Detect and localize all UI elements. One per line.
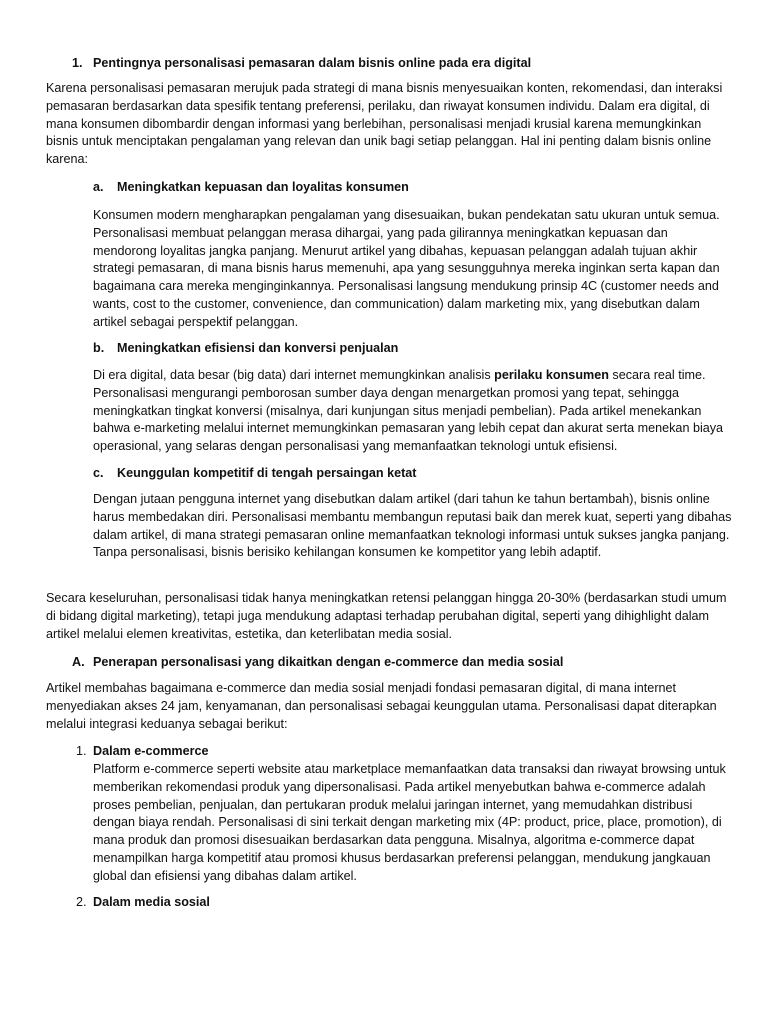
item-title: Dalam media sosial <box>93 895 210 909</box>
item-body: Platform e-commerce seperti website atau marketplace memanfaatkan data transaksi dan riwayat browsing untuk memberikan rekomendasi produk yang dipersonalisasi. Pada artikel menyebutkan bahwa e-commerce adalah proses pembelian, penjualan, dan pertukaran produk melalui jaringan internet, yang memudahkan distribusi dengan biaya rendah. Personalisasi di sini terkait dengan marketing mix (4P: product, price, place, promotion), di mana produk dan promosi disesuaikan berdasarkan data pengguna. Misalnya, algoritma e-commerce dapat menampilkan harga kompetitif atau promosi khusus berdasarkan preferensi pelanggan, mendukung jangkauan global dan efisiensi yang dibahas dalam artikel. <box>93 762 726 883</box>
point-title: Keunggulan kompetitif di tengah persaingan ketat <box>117 466 417 480</box>
section-title: Pentingnya personalisasi pemasaran dalam bisnis online pada era digital <box>93 56 532 70</box>
section-intro: Artikel membahas bagaimana e-commerce dan media sosial menjadi fondasi pemasaran digital, di mana internet menyediakan akses 24 jam, kenyamanan, dan personalisasi sebagai keunggulan utama. Personalisasi dapat diterapkan melalui integrasi keduanya sebagai berikut: <box>46 681 717 731</box>
item-marker: 1. <box>76 744 87 758</box>
point-body-text: secara real time. Personalisasi mengurangi pemborosan sumber daya dengan menargetkan promosi yang tepat, sehingga meningkatkan tingkat konversi (misalnya, dari kunjungan situs menjadi pembelian). Pada artikel menekankan bahwa e-marketing melalui internet memungkinkan pemasaran yang lebih cepat dan akurat serta menekan biaya operasional, yang selaras dengan personalisasi yang memanfaatkan teknologi untuk efisiensi. <box>93 368 724 454</box>
section-title: Penerapan personalisasi yang dikaitkan dengan e-commerce dan media sosial <box>93 655 564 669</box>
point-title: Meningkatkan efisiensi dan konversi penjualan <box>117 341 399 355</box>
section-conclusion: Secara keseluruhan, personalisasi tidak hanya meningkatkan retensi pelanggan hingga 20-30% (berdasarkan studi umum di bidang digital marketing), tetapi juga mendukung adaptasi terhadap perubahan digital, seperti yang dihighlight dalam artikel melalui elemen kreativitas, estetika, dan keterlibatan media sosial. <box>46 591 727 641</box>
point-marker: b. <box>93 341 105 355</box>
section-marker: A. <box>72 655 85 669</box>
point-marker: c. <box>93 466 104 480</box>
point-marker: a. <box>93 180 104 194</box>
point-title: Meningkatkan kepuasan dan loyalitas konsumen <box>117 180 409 194</box>
point-body: Dengan jutaan pengguna internet yang disebutkan dalam artikel (dari tahun ke tahun bertambah), bisnis online harus membedakan diri. Personalisasi membantu membangun reputasi baik dan merek kuat, seperti yang dibahas dalam artikel, di mana strategi pemasaran online memanfaatkan teknologi informasi untuk sukses jangka panjang. Tanpa personalisasi, bisnis berisiko kehilangan konsumen ke kompetitor yang lebih adaptif. <box>93 492 732 560</box>
section-number: 1. <box>72 56 83 70</box>
point-body: Konsumen modern mengharapkan pengalaman yang disesuaikan, bukan pendekatan satu ukuran untuk semua. Personalisasi membuat pelanggan merasa dihargai, yang pada gilirannya meningkatkan kepuasan dan mendorong loyalitas jangka panjang. Menurut artikel yang dibahas, kepuasan pelanggan adalah tujuan akhir strategi pemasaran, di mana bisnis harus memenuhi, apa yang sesungguhnya mereka inginkan serta kapan dan bagaimana cara mereka menginginkannya. Personalisasi langsung mendukung prinsip 4C (customer needs and wants, cost to the customer, convenience, dan communication) dalam marketing mix, yang disebutkan dalam artikel sebagai perspektif pelanggan. <box>93 208 720 329</box>
point-body-text: Di era digital, data besar (big data) dari internet memungkinkan analisis <box>93 368 495 382</box>
point-body-bold-text: perilaku konsumen <box>494 368 609 382</box>
section-intro: Karena personalisasi pemasaran merujuk pada strategi di mana bisnis menyesuaikan konten, rekomendasi, dan interaksi pemasaran berdasarkan data spesifik tentang preferensi, perilaku, dan riwayat konsumen individu. Dalam era digital, di mana konsumen dibombardir dengan informasi yang berlebihan, personalisasi menjadi krusial karena memungkinkan bisnis untuk menciptakan pengalaman yang relevan dan unik bagi setiap pelanggan. Hal ini penting dalam bisnis online karena: <box>46 81 723 167</box>
point-body <box>93 367 733 456</box>
item-title: Dalam e-commerce <box>93 744 209 758</box>
item-marker: 2. <box>76 895 87 909</box>
